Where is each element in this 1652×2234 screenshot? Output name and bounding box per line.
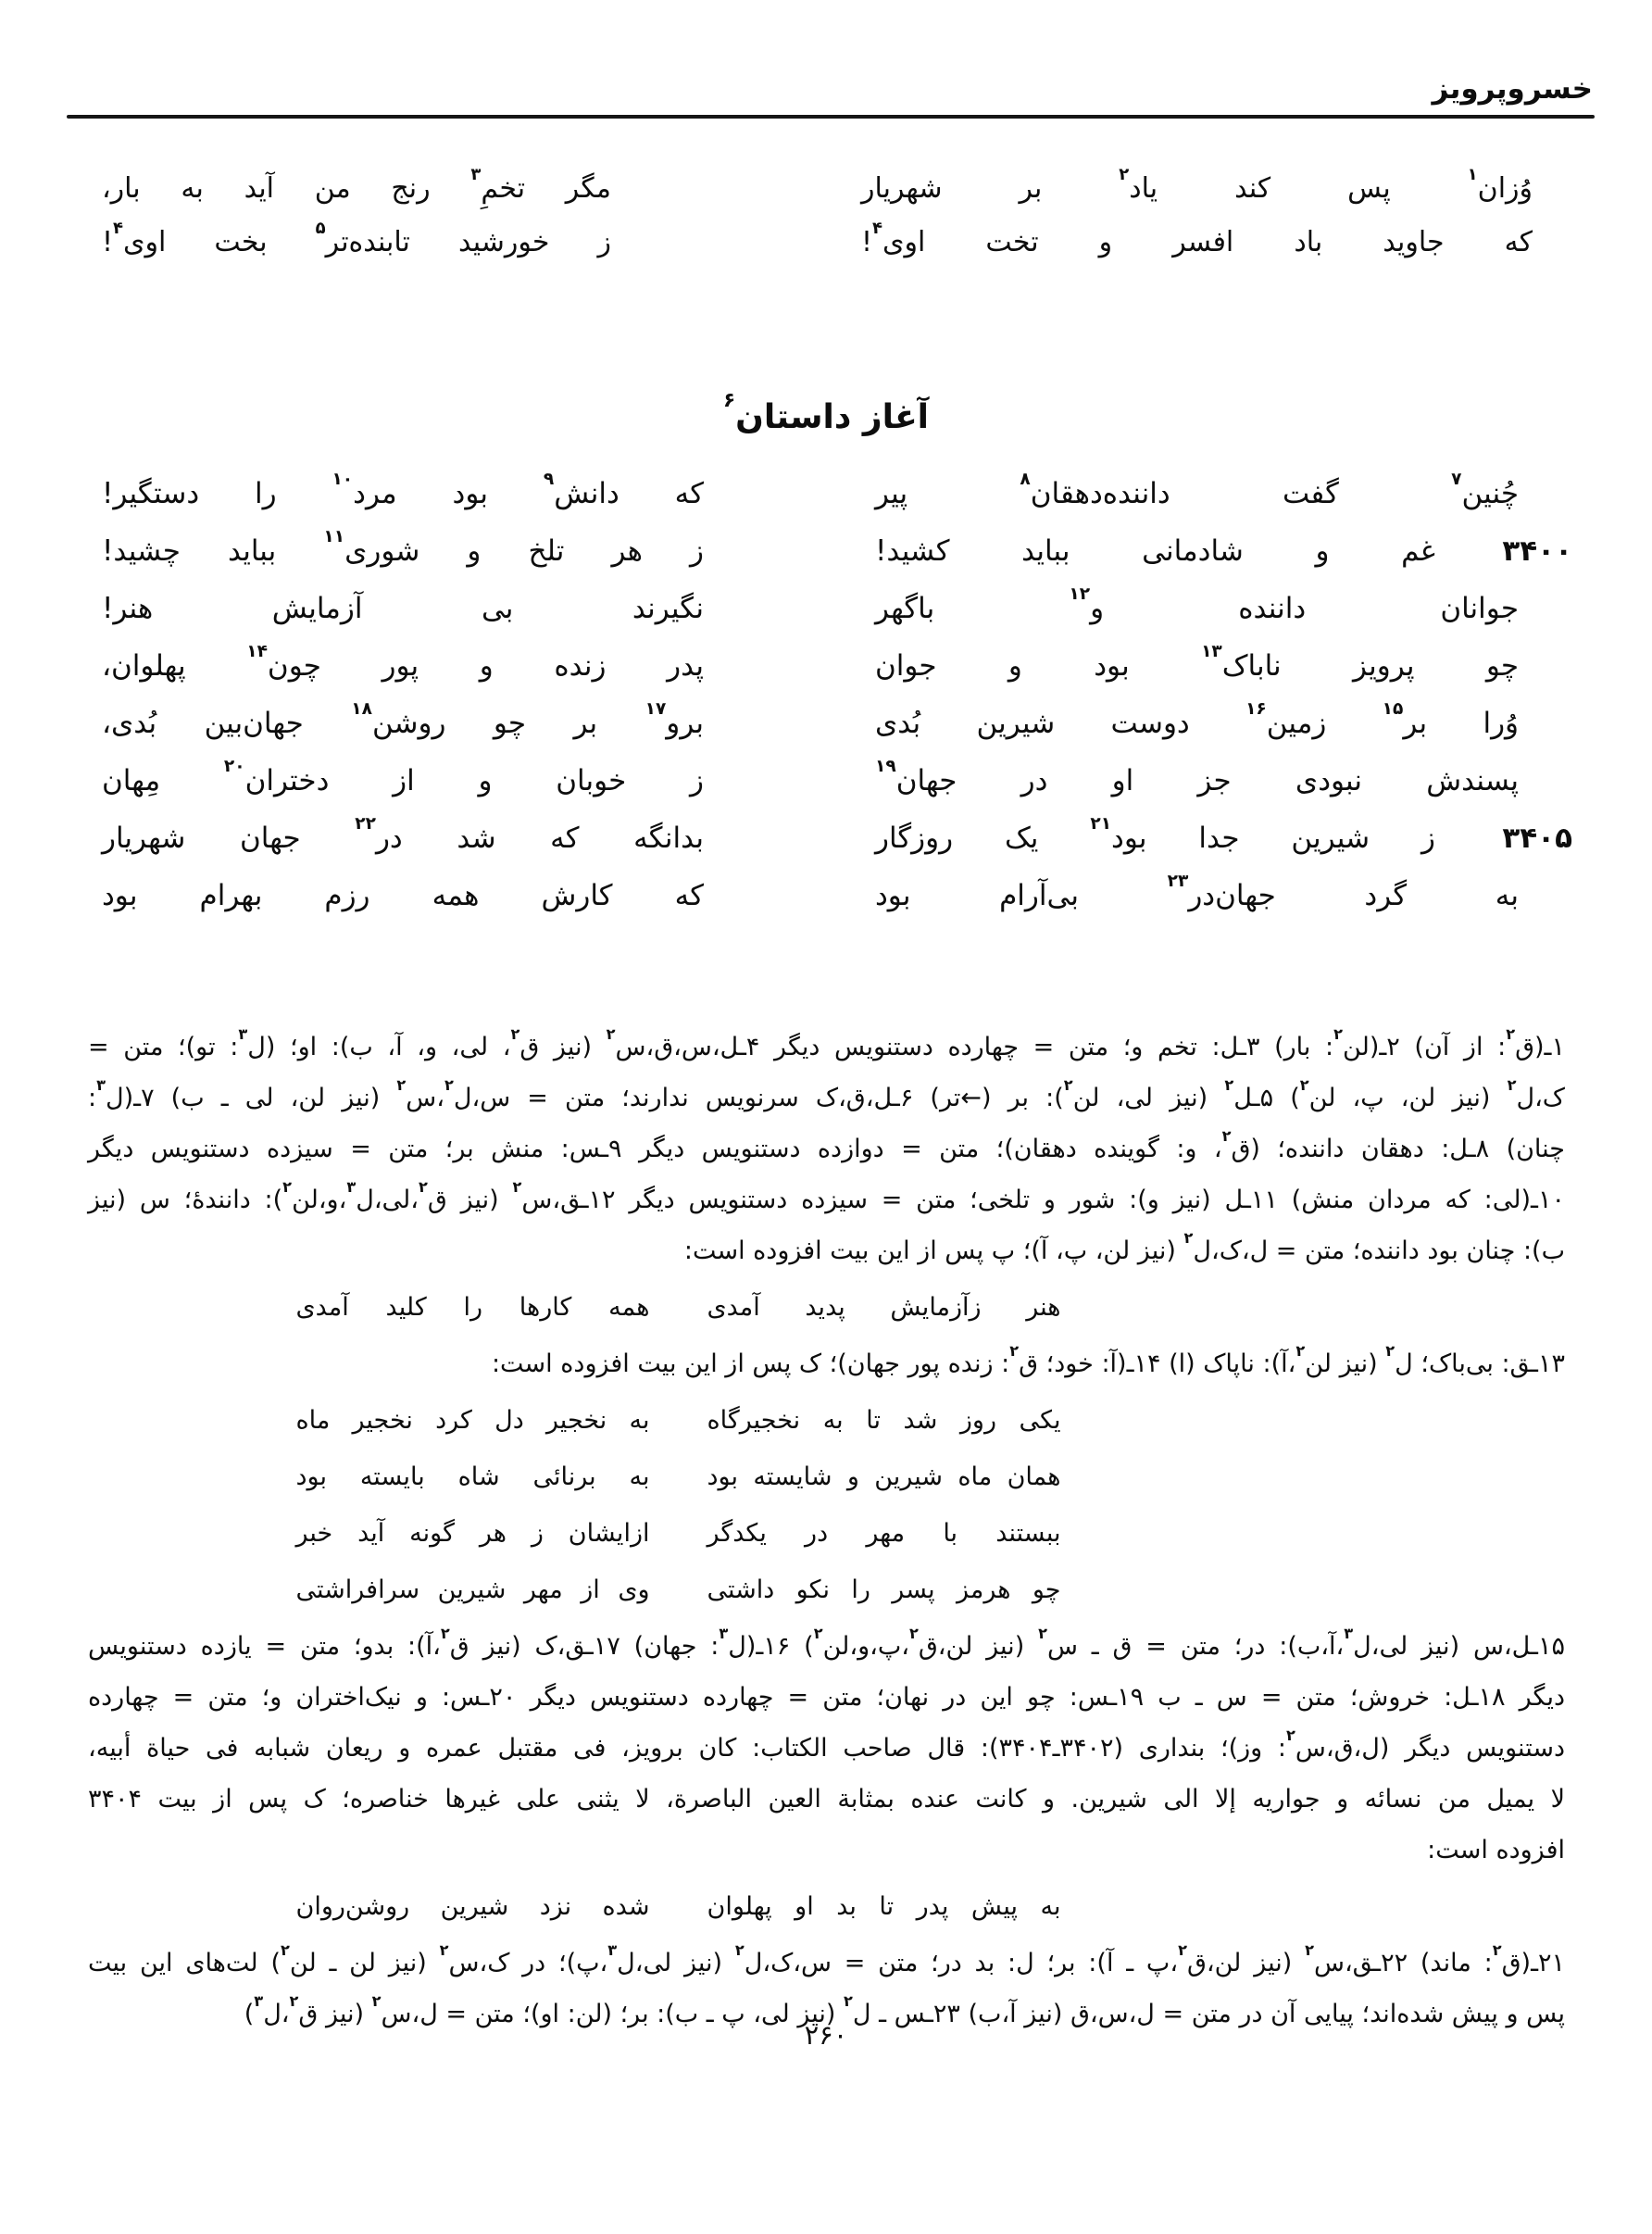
footnote-line: لا یمیل من نسائه و جواریه إلا الی شیرین. و کانت عنده بمثابة العین الباصرة، لا یثنی علی غیرها خناصره؛ ک پس از بیت ۳۴۰۴ [88,1785,1565,1814]
footnote-added-verse [0,1451,1417,1502]
footnote-verse-right: به پیش پدر تا بد او پهلوان [707,1892,1061,1921]
hemistich-left: که کارش همه رزم بهرام بود [102,879,704,912]
verse-line [102,527,1572,592]
footnote-line: ۱۳ـق: بی‌باک؛ ل$^۲$ (نیز لن$^۲$،آ): ناپاک (ا) ۱۴ـ(آ: خود؛ ق$^۲$: زنده پور جهان)؛ ک پس از این بیت افزوده است: [491,1341,1565,1378]
footnote-verse-left: همه کارها را کلید آمدی [295,1293,650,1322]
verse-line [102,699,1520,764]
hemistich-right: چو پرویز ناباک$^{۱۳}$ بود و جوان [875,642,1519,683]
verse-line [102,218,1533,280]
verse-line [102,872,1519,936]
footnote-added-verse [0,1508,1417,1559]
hemistich-right: وُرا بر$^{۱۵}$ زمین$^{۱۶}$ دوست شیرین بُدی [875,699,1520,740]
section-heading: آغاز داستان$^۶$ [722,389,930,436]
hemistich-left: ز خورشید تابنده‌تر$^۵$ بخت اوی$^۴$! [102,218,611,258]
running-head-title: خسروپرویز [1432,72,1593,106]
hemistich-left: پدر زنده و پور چون$^{۱۴}$ پهلوان، [102,642,704,683]
footnote-line: افزوده است: [1427,1836,1565,1864]
verse-line [102,757,1519,822]
footnote-verse-left: شده نزد شیرین روشن‌روان [295,1892,650,1921]
hemistich-left: که دانش$^۹$ بود مرد$^{۱۰}$ را دستگیر! [102,470,704,510]
footnote-line: ۱۵ـل،س (نیز لی،ل$^۳$،آ،ب): در؛ متن = ق ـ س$^۲$ (نیز لن،ق$^۲$،پ،و،لن$^۲$) ۱۶ـ(ل$^۳$: جهان) ۱۷ـق،ک (نیز ق$^۲$،آ): بدو؛ متن = یازده دستنویس [88,1624,1565,1661]
footnote-line: دیگر ۱۸ـل: خروش؛ متن = س ـ ب ۱۹ـس: چو این در نهان؛ متن = چهارده دستنویس دیگر ۲۰ـس: و نیک‌اختران و؛ متن = چهارده [88,1683,1565,1712]
footnote-verse-right: همان ماه شیرین و شایسته بود [707,1462,1061,1491]
verse-number: ۳۴۰۵ [1502,822,1572,855]
hemistich-right: چُنین$^۷$ گفت داننده‌دهقان$^۸$ پیر [875,470,1519,510]
hemistich-left: ز هر تلخ و شوری$^{۱۱}$ بباید چشید! [102,527,704,568]
hemistich-right: به گرد جهان‌در$^{۲۳}$ بی‌آرام بود [875,872,1519,912]
footnote-verse-left: به نخجیر دل کرد نخجیر ماه [295,1406,650,1435]
footnote-verse-right: ببستند با مهر در یکدگر [707,1519,1061,1548]
header-rule [67,115,1595,119]
footnote-line: چنان) ۸ـل: دهقان داننده؛ (ق$^۲$، و: گوینده دهقان)؛ متن = دوازده دستنویس دیگر ۹ـس: منش بر؛ متن = سیزده دستنویس دیگر [88,1126,1565,1163]
footnote-line: پس و پیش شده‌اند؛ پیایی آن در متن = ل،س،ق (نیز آ،ب) ۲۳ـس ـ ل$^۲$ (نیز لی، پ ـ ب): بر؛ (لن: او)؛ متن = ل،س$^۲$ (نیز ق$^۲$،ل$^۳$) [244,1991,1565,2028]
hemistich-left: مگر تخمِ$^۳$ رنج من آید به بار، [102,164,611,205]
footnote-verse-right: هنر زآزمایش پدید آمدی [707,1293,1061,1322]
hemistich-right: ز شیرین جدا بود$^{۲۱}$ یک روزگار [875,814,1435,855]
footnote-added-verse [0,1395,1417,1446]
footnote-verse-right: یکی روز شد تا به نخجیرگاه [707,1406,1061,1435]
footnote-line: دستنویس دیگر (ل،ق،س$^۲$: وز)؛ بنداری (۳۴۰۲ـ۳۴۰۴): قال صاحب الکتاب: کان برویز، فی مقتبل عمره و ریعان شبابه فی حیاة أبیه، [88,1726,1565,1763]
hemistich-left: بدانگه که شد در$^{۲۲}$ جهان شهریار [102,814,704,855]
hemistich-right: جوانان داننده و$^{۱۲}$ باگهر [875,584,1519,625]
footnote-added-verse [0,1282,1417,1333]
opening-verse-block [102,164,1533,280]
verse-line [102,470,1519,534]
hemistich-right: پسندش نبودی جز او در جهان$^{۱۹}$ [875,757,1519,797]
hemistich-left: نگیرند بی آزمایش هنر! [102,592,704,625]
footnote-added-verse [0,1881,1417,1932]
footnote-verse-left: به برنائی شاه بایسته بود [295,1462,650,1491]
verse-line [102,814,1572,879]
verse-line [102,584,1519,649]
hemistich-left: برو$^{۱۷}$ بر چو روشن$^{۱۸}$ جهان‌بین بُدی، [102,699,704,740]
footnote-verse-right: چو هرمز پسر را نکو داشتی [707,1575,1061,1604]
footnote-added-verse [0,1564,1417,1615]
hemistich-right: وُزان$^۱$ پس کند یاد$^۲$ بر شهریار [861,164,1533,205]
footnote-line: ۲۱ـ(ق$^۲$: ماند) ۲۲ـق،س$^۲$ (نیز لن،ق$^۲$،پ ـ آ): بر؛ ل: بد در؛ متن = س،ک،ل$^۲$ (نیز لی،ل$^۳$،پ)؛ در ک،س$^۲$ (نیز لن ـ لن$^۲$) لت‌های این بیت [88,1940,1566,1977]
verse-line [102,642,1519,707]
hemistich-right: غم و شادمانی بباید کشید! [875,534,1435,568]
hemistich-left: ز خوبان و از دختران$^{۲۰}$ مِهان [102,757,704,797]
footnote-line: ۱۰ـ(لی: که مردان منش) ۱۱ـل (نیز و): شور و تلخی؛ متن = سیزده دستنویس دیگر ۱۲ـق،س$^۲$ (نیز ق$^۲$،لی،ل$^۳$،و،لن$^۲$): دانندهٔ؛ س (نیز [88,1177,1565,1214]
footnote-line: ک،ل$^۲$ (نیز لن، پ، لن$^۲$) ۵ـل$^۲$ (نیز لی، لن$^۲$): بر (←تر) ۶ـل،ق،ک سرنویس ندارند؛ متن = س،ل$^۲$،س$^۲$ (نیز لن، لی ـ ب) ۷ـ(ل$^۳$: [88,1075,1565,1112]
footnote-verse-left: وی از مهر شیرین سرافراشتی [295,1575,650,1604]
footnote-verse-left: ازایشان ز هر گونه آید خبر [295,1519,650,1548]
hemistich-right: که جاوید باد افسر و تخت اوی$^۴$! [861,218,1533,258]
footnote-line: ب): چنان بود داننده؛ متن = ل،ک،ل$^۲$ (نیز لن، پ، آ)؛ پ پس از این بیت افزوده است: [683,1228,1565,1265]
footnote-line: ۱ـ(ق$^۲$: از آن) ۲ـ(لن$^۲$: بار) ۳ـل: تخم و؛ متن = چهارده دستنویس دیگر ۴ـل،س،ق،س$^۲$ (نیز ق$^۲$، لی، و، آ، ب): او؛ (ل$^۳$: تو)؛ متن = [88,1024,1565,1061]
page-number: ۲۶۰ [804,2019,848,2051]
verse-number: ۳۴۰۰ [1502,534,1572,568]
critical-apparatus-footnotes [88,1022,1565,2039]
main-verse-block [102,470,1572,936]
